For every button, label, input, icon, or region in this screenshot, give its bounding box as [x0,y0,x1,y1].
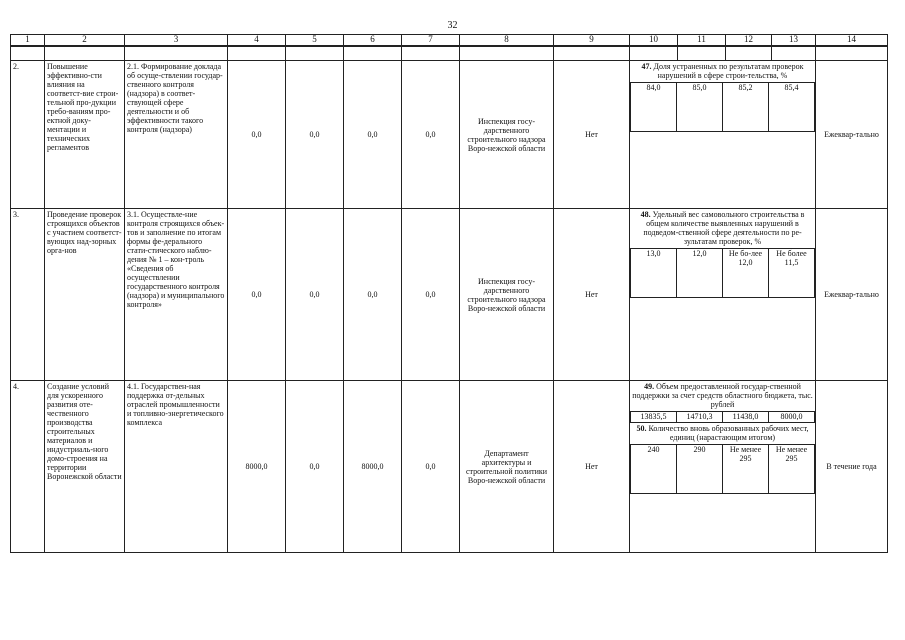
indicator-number: 49. [644,382,655,391]
value-cell: 0,0 [228,209,286,381]
indicator-cell [630,209,816,381]
period-cell: В течение года [816,381,888,553]
column-number: 6 [344,35,402,47]
column-number: 9 [554,35,630,47]
activity-cell: 3.1. Осуществле-ние контроля строящихся объек-тов и заполнение по итогам формы фе-дерального стати-стического наблю-дения № 1 – кон-троль «Сведения об осуществлении государственного контроля (надзора) и муниципального контроля» [125,209,228,381]
indicator-value: 84,0 [631,83,677,132]
column-number: 5 [286,35,344,47]
executor-cell: Инспекция госу-дарственного строительного надзора Воро-нежской области [460,61,554,209]
indicator-title [630,210,815,246]
indicator-value: 85,4 [769,83,815,132]
activity-cell: 2.1. Формирование доклада об осуще-ствлении государ-ственного контроля (надзора) в соответ-ствующей сфере деятельности и об эффективности такого контроля (надзора) [125,61,228,209]
indicator-number: 48. [640,210,651,219]
indicator-value: Не менее 295 [769,445,815,494]
column-number: 10 [630,35,678,47]
column-number: 8 [460,35,554,47]
value-cell: 0,0 [402,381,460,553]
value-cell: 8000,0 [228,381,286,553]
spacer-row [11,46,888,61]
indicator-number: 47. [641,62,652,71]
column-number: 12 [726,35,772,47]
indicator-values [630,444,815,494]
indicator-values [630,411,815,423]
program-table [10,34,888,553]
period-cell: Ежеквар-тально [816,209,888,381]
column-number: 2 [45,35,125,47]
row-number: 2. [11,61,45,209]
page-number: 32 [447,20,458,31]
indicator-text: Объем предоставленной государ-ственной поддержки за счет средств областного бюджета, тыс. рублей [632,382,813,409]
value-cell: 0,0 [286,61,344,209]
indicator-text: Доля устраненных по результатам проверок нарушений в сфере строи-тельства, % [653,62,804,80]
flag-cell: Нет [554,209,630,381]
value-cell: 0,0 [344,209,402,381]
flag-cell: Нет [554,381,630,553]
indicator-value: 13835,5 [631,412,677,423]
activity-cell: 4.1. Государствен-ная поддержка от-дельных отраслей промышленности и топливно-энергетического комплекса [125,381,228,553]
indicator-value: 240 [631,445,677,494]
table-row [11,61,888,209]
indicator-value: Не менее 295 [723,445,769,494]
task-cell: Проведение проверок строящихся объектов с участием соответст-вующих над-зорных орга-нов [45,209,125,381]
column-number: 1 [11,35,45,47]
indicator-values [630,82,815,132]
column-number: 4 [228,35,286,47]
indicator-value: 13,0 [631,249,677,298]
column-number: 14 [816,35,888,47]
indicator-title [630,62,815,80]
indicator-value: 85,0 [677,83,723,132]
table-row [11,209,888,381]
row-number: 3. [11,209,45,381]
indicator-value: 11438,0 [723,412,769,423]
indicator-value: 12,0 [677,249,723,298]
indicator-value: 14710,3 [677,412,723,423]
value-cell: 0,0 [402,209,460,381]
column-number: 13 [772,35,816,47]
indicator-cell [630,381,816,553]
value-cell: 0,0 [344,61,402,209]
column-number: 3 [125,35,228,47]
value-cell: 0,0 [402,61,460,209]
task-cell: Создание условий для ускоренного развития оте-чественного производства строительных материалов и индустриаль-ного домо-строения на территории Воронежской области [45,381,125,553]
row-number: 4. [11,381,45,553]
indicator-value: 85,2 [723,83,769,132]
indicator-title [630,382,815,409]
period-cell: Ежеквар-тально [816,61,888,209]
executor-cell: Департамент архитектуры и строительной политики Воро-нежской области [460,381,554,553]
task-cell: Повышение эффективно-сти влияния на соответст-вие строи-тельной про-дукции требо-ваниям про-ектной доку-ментации и технических регламентов [45,61,125,209]
indicator-value: 290 [677,445,723,494]
value-cell: 0,0 [228,61,286,209]
executor-cell: Инспекция госу-дарственного строительного надзора Воро-нежской области [460,209,554,381]
indicator-value: 8000,0 [769,412,815,423]
indicator-title [630,424,815,442]
indicator-text: Удельный вес самовольного строительства в общем количестве выявленных нарушений в подведом-ственной сфере деятельности по ре-зультатам проверок, % [643,210,805,246]
column-number: 7 [402,35,460,47]
value-cell: 0,0 [286,209,344,381]
indicator-values [630,248,815,298]
value-cell: 8000,0 [344,381,402,553]
flag-cell: Нет [554,61,630,209]
indicator-text: Количество вновь образованных рабочих мест, единиц (нарастающим итогом) [648,424,809,442]
indicator-number: 50. [636,424,647,433]
column-number-row [11,35,888,47]
table-row [11,381,888,553]
column-number: 11 [678,35,726,47]
value-cell: 0,0 [286,381,344,553]
indicator-cell [630,61,816,209]
indicator-value: Не более 11,5 [769,249,815,298]
indicator-value: Не бо-лее 12,0 [723,249,769,298]
